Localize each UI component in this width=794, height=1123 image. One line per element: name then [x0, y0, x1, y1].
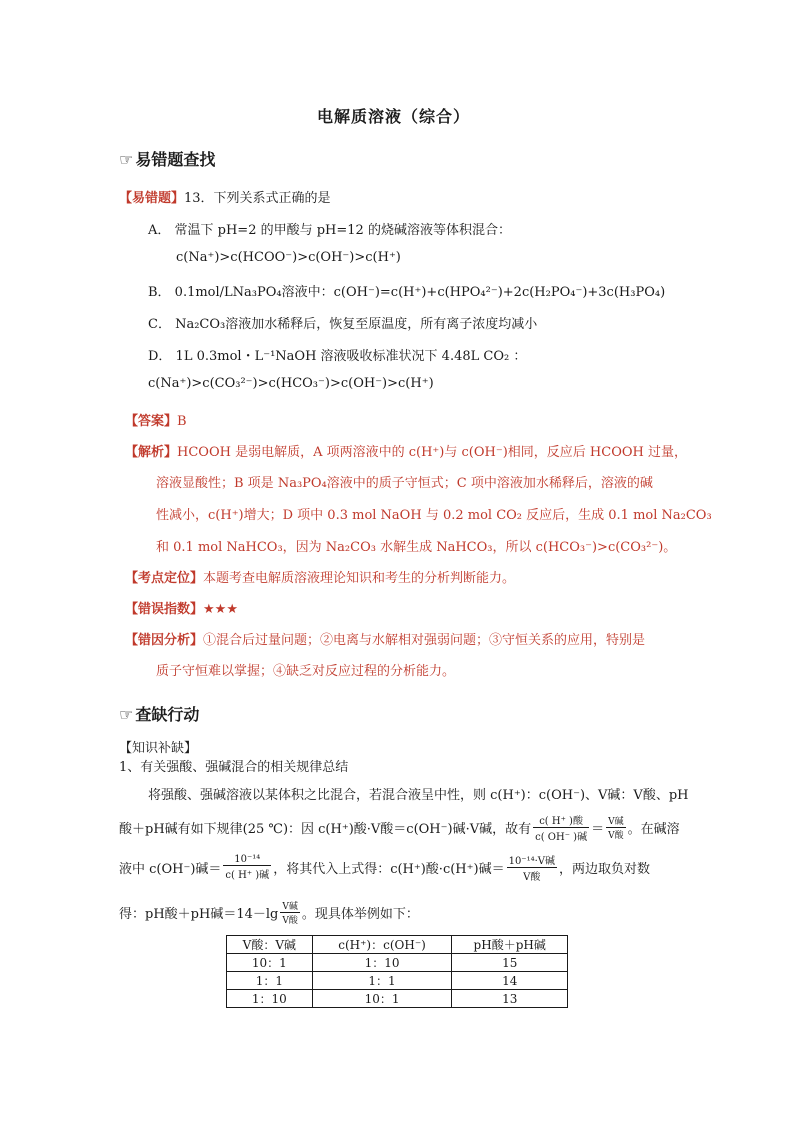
error-index-tag: 【错误指数】 — [125, 602, 204, 617]
error-cause-text-1: ①混合后过量问题；②电离与水解相对强弱问题；③守恒关系的应用，特别是 — [203, 633, 646, 648]
text-span: 液中 c(OH⁻)碱＝ — [119, 861, 222, 877]
fraction — [606, 814, 626, 841]
fraction-numerator: c( H⁺ )酸 — [533, 812, 589, 828]
answer-line — [125, 410, 187, 429]
fraction-numerator: 10⁻¹⁴ — [223, 854, 271, 866]
text-span: ，将其代入上式得：c(H⁺)酸·c(H⁺)碱＝ — [273, 861, 505, 877]
error-cause-line-1 — [125, 629, 645, 648]
fraction-numerator: V碱 — [280, 899, 300, 913]
analysis-line-1 — [125, 441, 687, 460]
page-title: 电解质溶液（综合） — [317, 107, 471, 126]
answer-tag: 【答案】 — [125, 414, 178, 429]
fraction-numerator: 10⁻¹⁴·V碱 — [507, 852, 557, 868]
text-span: ，两边取负对数 — [559, 861, 651, 877]
question-tag: 【易错题】 — [119, 191, 185, 206]
fraction-numerator: V碱 — [606, 814, 626, 828]
question-line — [119, 187, 331, 206]
table-cell: 10：1 — [227, 954, 313, 972]
question-stem: 13．下列关系式正确的是 — [184, 191, 331, 206]
table-cell: 10：1 — [312, 990, 452, 1008]
analysis-text-4: 和 0.1 mol NaHCO₃，因为 Na₂CO₃ 水解生成 NaHCO₃，所以 c(HCO₃⁻)>c(CO₃²⁻)。 — [156, 540, 677, 555]
ph-rule-table — [226, 935, 568, 1008]
table-header-cell: pH酸＋pH碱 — [452, 936, 568, 954]
fraction — [507, 852, 557, 883]
fraction-denominator: V酸 — [282, 915, 298, 926]
text-span: 得：pH酸＋pH碱＝14－lg — [119, 906, 279, 922]
fraction — [533, 812, 589, 843]
knowledge-heading: 1、有关强酸、强碱混合的相关规律总结 — [119, 760, 349, 775]
fraction-denominator: c( H⁺ )碱 — [225, 869, 270, 881]
table-cell: 1：10 — [312, 954, 452, 972]
table-header-row — [227, 936, 568, 954]
table-cell: 1：10 — [227, 990, 313, 1008]
table-row — [227, 972, 568, 990]
text-span: 。在碱溶 — [627, 821, 680, 837]
positioning-line — [125, 567, 515, 586]
knowledge-tag: 【知识补缺】 — [119, 741, 198, 756]
table-cell: 1：1 — [227, 972, 313, 990]
fraction-denominator: V酸 — [608, 830, 624, 841]
table-cell: 1：1 — [312, 972, 452, 990]
table-cell: 14 — [452, 972, 568, 990]
option-a-expression: c(Na⁺)>c(HCOO⁻)>c(OH⁻)>c(H⁺) — [176, 250, 401, 265]
pointing-hand-icon: ☞ — [119, 705, 134, 724]
knowledge-paragraph-1: 将强酸、强碱溶液以某体积之比混合，若混合液呈中性，则 c(H⁺)：c(OH⁻)、V碱：V酸、pH — [148, 788, 689, 803]
analysis-tag: 【解析】 — [125, 445, 178, 460]
fraction — [223, 854, 271, 881]
table-row — [227, 990, 568, 1008]
pointing-hand-icon: ☞ — [119, 150, 134, 169]
section-heading-action — [119, 702, 199, 725]
equals-sign: ＝ — [591, 821, 605, 837]
option-d: D． 1L 0.3mol・L⁻¹NaOH 溶液吸收标准状况下 4.48L CO₂ ： — [148, 349, 527, 364]
text-span: 。现具体举例如下： — [301, 906, 419, 922]
knowledge-paragraph-3 — [119, 850, 650, 884]
table-cell: 15 — [452, 954, 568, 972]
analysis-text-3: 性减小，c(H⁺)增大；D 项中 0.3 mol NaOH 与 0.2 mol CO₂ 反应后，生成 0.1 mol Na₂CO₃ — [156, 508, 712, 523]
text-span: 酸＋pH碱有如下规律(25 ℃)：因 c(H⁺)酸·V酸＝c(OH⁻)碱·V碱，故有 — [119, 821, 532, 837]
star-rating: ★★★ — [203, 602, 238, 617]
knowledge-paragraph-4 — [119, 895, 419, 929]
section-heading-text: 查缺行动 — [135, 705, 200, 724]
error-index-line — [125, 598, 238, 617]
option-c: C． Na₂CO₃溶液加水稀释后，恢复至原温度，所有离子浓度均减小 — [148, 317, 538, 332]
fraction-denominator: V酸 — [523, 871, 541, 883]
positioning-tag: 【考点定位】 — [125, 571, 204, 586]
section-heading-error-search — [119, 147, 215, 170]
fraction — [280, 899, 300, 926]
table-header-cell: c(H⁺)：c(OH⁻) — [312, 936, 452, 954]
error-cause-tag: 【错因分析】 — [125, 633, 204, 648]
option-a: A． 常温下 pH=2 的甲酸与 pH=12 的烧碱溶液等体积混合： — [148, 223, 511, 238]
table-row — [227, 954, 568, 972]
error-cause-text-2: 质子守恒难以掌握；④缺乏对反应过程的分析能力。 — [156, 664, 456, 679]
option-d-expression: c(Na⁺)>c(CO₃²⁻)>c(HCO₃⁻)>c(OH⁻)>c(H⁺) — [148, 376, 434, 391]
table-header-cell: V酸：V碱 — [227, 936, 313, 954]
knowledge-paragraph-2 — [119, 810, 680, 844]
fraction-denominator: c( OH⁻ )碱 — [535, 831, 588, 843]
option-b: B． 0.1mol/LNa₃PO₄溶液中：c(OH⁻)=c(H⁺)+c(HPO₄²⁻)+2c(H₂PO₄⁻)+3c(H₃PO₄) — [148, 285, 666, 300]
section-heading-text: 易错题查找 — [135, 150, 216, 169]
table-cell: 13 — [452, 990, 568, 1008]
answer-value: B — [177, 414, 187, 429]
analysis-text-2: 溶液显酸性；B 项是 Na₃PO₄溶液中的质子守恒式；C 项中溶液加水稀释后，溶液的碱 — [156, 476, 653, 491]
positioning-text: 本题考查电解质溶液理论知识和考生的分析判断能力。 — [203, 571, 516, 586]
analysis-text-1: HCOOH 是弱电解质，A 项两溶液中的 c(H⁺)与 c(OH⁻)相同，反应后 HCOOH 过量， — [177, 445, 687, 460]
